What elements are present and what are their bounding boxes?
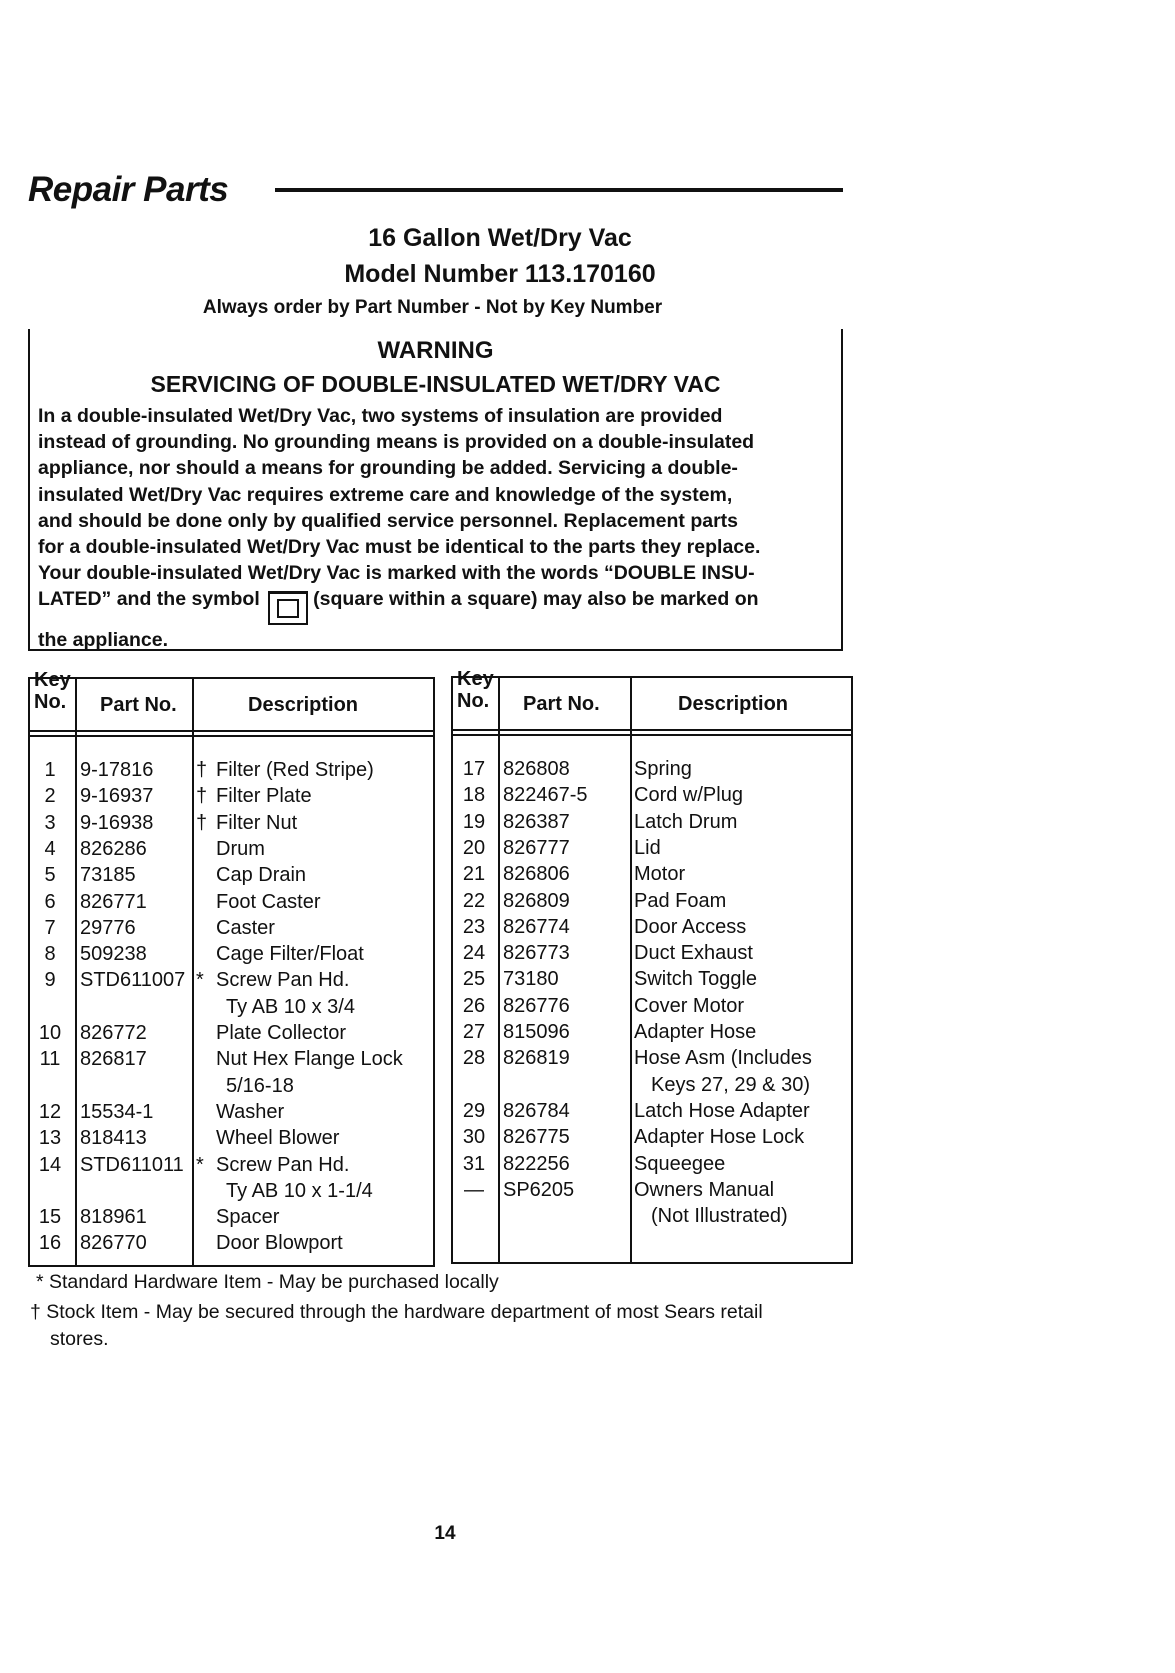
table-row (30, 1230, 435, 1256)
part-number: 826774 (503, 915, 570, 938)
part-number: 826775 (503, 1126, 570, 1149)
item-mark: * (196, 969, 204, 992)
item-mark: † (196, 785, 208, 808)
part-description: (Not Illustrated) (651, 1205, 788, 1228)
key-number: 10 (38, 1022, 62, 1044)
part-description: Filter Plate (216, 785, 312, 808)
warning-line: appliance, nor should a means for grounding be added. Servicing a double- (38, 457, 738, 480)
key-number: 24 (462, 942, 486, 965)
table-row (30, 915, 435, 941)
table-row (453, 1177, 853, 1203)
part-number: 73180 (503, 968, 559, 991)
key-number: 27 (462, 1021, 486, 1043)
key-number: 20 (462, 836, 486, 859)
key-number: 15 (38, 1206, 62, 1229)
table-row (30, 836, 435, 862)
part-number: 826817 (80, 1048, 147, 1071)
product-subtitle: 16 Gallon Wet/Dry Vac (368, 224, 632, 252)
key-number: 6 (44, 890, 56, 913)
part-number: 509238 (80, 943, 147, 966)
part-number: 818961 (80, 1206, 147, 1229)
header-rule (30, 730, 433, 732)
table-row (30, 1020, 435, 1046)
part-description: Cord w/Plug (634, 784, 743, 807)
key-number: 17 (462, 758, 486, 780)
key-number: 28 (462, 1047, 486, 1070)
key-number: 19 (462, 810, 486, 833)
key-number: 9 (44, 969, 56, 992)
part-description: Filter Nut (216, 811, 298, 834)
table-row (30, 1125, 435, 1151)
key-number: 25 (462, 968, 486, 991)
key-number: 4 (44, 837, 56, 860)
footnote-stock-cont: stores. (50, 1328, 109, 1350)
parts-table-right (451, 668, 853, 1264)
part-number: 818413 (80, 1127, 147, 1150)
part-description: Wheel Blower (216, 1127, 340, 1150)
model-number: Model Number 113.170160 (344, 260, 656, 288)
part-number: 826808 (503, 758, 570, 780)
key-number: 30 (462, 1126, 486, 1149)
parts-table-left (28, 669, 435, 1267)
key-number: 5 (44, 864, 56, 887)
part-number: 9-16937 (80, 785, 154, 808)
table-row (30, 757, 435, 783)
warning-line: In a double-insulated Wet/Dry Vac, two systems of insulation are provided (38, 405, 723, 427)
part-number: 826771 (80, 890, 147, 913)
table-row (453, 940, 853, 966)
table-row (453, 993, 853, 1019)
part-number: 9-16938 (80, 811, 154, 834)
table-row (30, 862, 435, 888)
part-description: Screw Pan Hd. (216, 1153, 350, 1176)
key-number: 14 (38, 1153, 62, 1176)
table-row (453, 888, 853, 914)
key-number: 8 (44, 943, 56, 966)
part-description: Adapter Hose (634, 1021, 757, 1043)
part-number: 826286 (80, 837, 147, 860)
part-number: 826809 (503, 889, 570, 912)
warning-line: the appliance. (38, 629, 169, 652)
key-header-line: Key (457, 668, 494, 690)
key-number: 23 (462, 915, 486, 938)
key-header (34, 669, 71, 713)
key-number: 2 (44, 785, 56, 808)
part-no-header: Part No. (100, 694, 177, 716)
key-header-line: Key (34, 669, 71, 691)
header-rule (453, 734, 851, 736)
key-number: 1 (44, 759, 56, 781)
part-description: Keys 27, 29 & 30) (651, 1073, 810, 1096)
table-row (30, 994, 435, 1020)
part-number: 826387 (503, 810, 570, 833)
key-number: 7 (44, 916, 56, 939)
table-row (453, 1072, 853, 1098)
part-description: Latch Drum (634, 810, 738, 833)
warning-line (38, 586, 838, 627)
table-row (453, 1045, 853, 1071)
warning-line: Your double-insulated Wet/Dry Vac is marked with the words “DOUBLE INSU- (38, 562, 755, 585)
part-description: Spacer (216, 1206, 280, 1229)
table-row (30, 967, 435, 993)
warning-line-part: LATED” and the symbol (38, 588, 260, 611)
table-row (453, 861, 853, 887)
table-row (30, 941, 435, 967)
table-row (30, 783, 435, 809)
part-description: Pad Foam (634, 889, 727, 912)
part-description: Motor (634, 863, 686, 886)
part-description: Hose Asm (Includes (634, 1047, 812, 1070)
order-note: Always order by Part Number - Not by Key Number (202, 297, 663, 318)
table-row (30, 1099, 435, 1125)
table-row (30, 1073, 435, 1099)
key-number: 16 (38, 1232, 62, 1255)
part-description: Nut Hex Flange Lock (216, 1048, 403, 1071)
key-number: 29 (462, 1099, 486, 1122)
warning-text (38, 403, 838, 654)
key-number: 13 (38, 1127, 62, 1150)
table-row (30, 1152, 435, 1178)
table-row (30, 810, 435, 836)
part-number: 815096 (503, 1021, 570, 1043)
part-description: Door Access (634, 915, 747, 938)
part-description: Ty AB 10 x 1-1/4 (226, 1179, 373, 1202)
key-number: 31 (462, 1152, 486, 1175)
part-description: Cage Filter/Float (216, 943, 364, 966)
part-number: 9-17816 (80, 759, 154, 781)
part-number: 826772 (80, 1022, 147, 1044)
key-number: 11 (39, 1048, 61, 1071)
table-row (453, 914, 853, 940)
table-row (30, 1204, 435, 1230)
key-number: — (464, 1178, 484, 1201)
page-number: 14 (434, 1523, 456, 1544)
table-row (453, 782, 853, 808)
table-row (30, 889, 435, 915)
warning-title: WARNING (377, 337, 494, 364)
key-number: 12 (38, 1100, 62, 1123)
part-description: Adapter Hose Lock (634, 1126, 805, 1149)
warning-line: for a double-insulated Wet/Dry Vac must be identical to the parts they replace. (38, 536, 761, 559)
part-number: 15534-1 (80, 1100, 154, 1123)
part-description: 5/16-18 (226, 1074, 294, 1097)
header-rule (30, 735, 433, 737)
part-number: 826806 (503, 863, 570, 886)
table-row (453, 966, 853, 992)
part-description: Washer (216, 1100, 285, 1123)
part-number: 826770 (80, 1232, 147, 1255)
key-number: 3 (44, 811, 56, 834)
part-no-header: Part No. (523, 693, 600, 715)
part-number: 826819 (503, 1047, 570, 1070)
footnote-standard: * Standard Hardware Item - May be purchased locally (36, 1271, 499, 1293)
part-description: Filter (Red Stripe) (216, 759, 374, 781)
part-description: Door Blowport (216, 1232, 343, 1255)
part-description: Drum (216, 837, 265, 860)
header-rule (453, 729, 851, 731)
table-row (453, 1098, 853, 1124)
key-header-line: No. (457, 690, 490, 712)
part-number: 822467-5 (503, 784, 588, 807)
part-description: Duct Exhaust (634, 942, 753, 965)
part-description: Spring (634, 758, 692, 780)
part-number: 29776 (80, 916, 136, 939)
part-number: 73185 (80, 864, 136, 887)
part-number: 822256 (503, 1152, 570, 1175)
part-number: STD611007 (80, 969, 186, 992)
table-row (30, 1178, 435, 1204)
description-header: Description (678, 693, 789, 715)
part-number: 826784 (503, 1099, 570, 1122)
title-rule (275, 188, 843, 192)
item-mark: † (196, 811, 208, 834)
warning-line-part: (square within a square) may also be marked on (313, 588, 759, 611)
table-row (453, 1203, 853, 1229)
item-mark: * (196, 1153, 204, 1176)
part-description: Cover Motor (634, 994, 745, 1017)
warning-line: instead of grounding. No grounding means is provided on a double-insulated (38, 431, 755, 454)
key-header-line: No. (34, 691, 67, 713)
key-number: 18 (462, 784, 486, 807)
part-description: Ty AB 10 x 3/4 (226, 995, 355, 1018)
double-insulated-symbol-icon (267, 589, 311, 627)
description-header: Description (248, 694, 359, 716)
part-description: Caster (216, 916, 275, 939)
part-description: Squeegee (634, 1152, 726, 1175)
part-description: Foot Caster (216, 890, 321, 913)
part-description: Owners Manual (634, 1178, 775, 1201)
part-description: Screw Pan Hd. (216, 969, 350, 992)
part-description: Latch Hose Adapter (634, 1099, 810, 1122)
part-number: 826776 (503, 994, 570, 1017)
table-row (453, 1124, 853, 1150)
key-header (457, 668, 494, 712)
part-description: Switch Toggle (634, 968, 758, 991)
footnote-stock: † Stock Item - May be secured through the hardware department of most Sears retail (30, 1301, 763, 1323)
table-row (453, 835, 853, 861)
part-number: SP6205 (503, 1178, 575, 1201)
warning-subtitle: SERVICING OF DOUBLE-INSULATED WET/DRY VAC (150, 371, 721, 397)
table-row (30, 1046, 435, 1072)
table-row (453, 1151, 853, 1177)
part-number: 826773 (503, 942, 570, 965)
table-row (453, 809, 853, 835)
key-number: 22 (462, 889, 486, 912)
part-description: Cap Drain (216, 864, 307, 887)
key-number: 26 (462, 994, 486, 1017)
item-mark: † (196, 759, 208, 781)
part-description: Lid (634, 836, 661, 859)
key-number: 21 (462, 863, 486, 886)
warning-line: insulated Wet/Dry Vac requires extreme care and knowledge of the system, (38, 483, 733, 506)
part-number: STD611011 (80, 1153, 184, 1176)
table-row (453, 1019, 853, 1045)
warning-line: and should be done only by qualified service personnel. Replacement parts (38, 509, 739, 532)
table-row (453, 756, 853, 782)
part-description: Plate Collector (216, 1022, 347, 1044)
part-number: 826777 (503, 836, 570, 859)
page-title: Repair Parts (28, 170, 229, 209)
